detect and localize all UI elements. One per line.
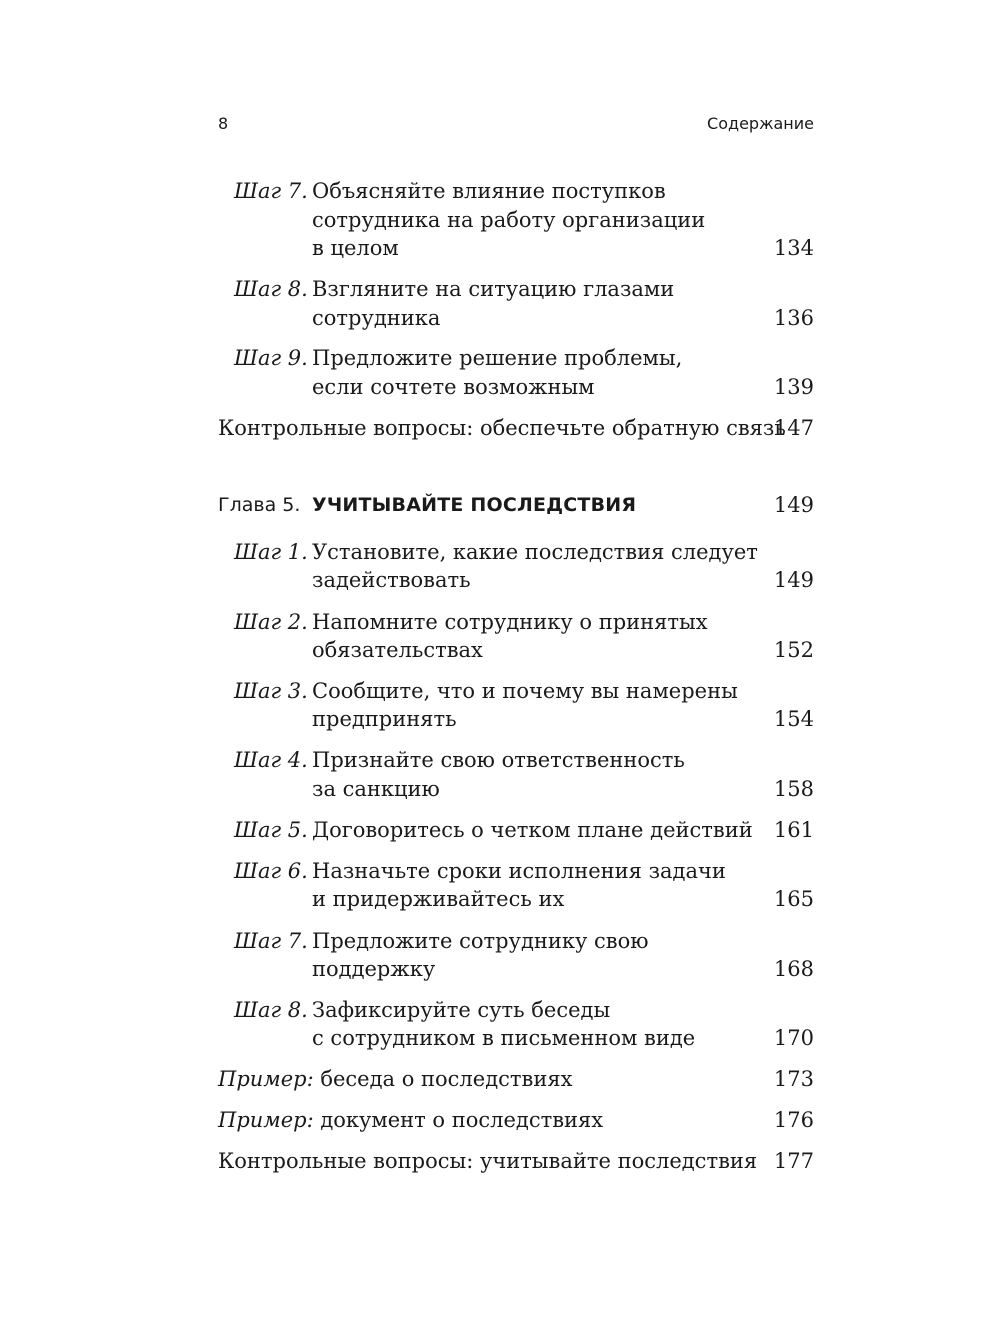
step-title-line: Зафиксируйте суть беседы [312, 998, 611, 1022]
step-title-line: если сочтете возможным [312, 375, 595, 399]
step-label: Шаг 2. [234, 610, 308, 634]
step-label: Шаг 4. [234, 748, 308, 772]
step-title-line: Предложите решение проблемы, [312, 346, 683, 370]
step-title-line: сотрудника на работу организации [312, 208, 706, 232]
step-title-line: Сообщите, что и почему вы намерены [312, 679, 738, 703]
page-ref: 176 [773, 1108, 814, 1132]
toc-entry-ch5-step2 [218, 607, 814, 637]
step-title-line: Напомните сотруднику о принятых [312, 610, 708, 634]
page-ref: 161 [773, 818, 814, 842]
toc-entry-ch5-step1-cont [218, 565, 814, 595]
toc-entry-ch5-step7 [218, 926, 814, 956]
step-title-line: Предложите сотруднику свою [312, 929, 649, 953]
step-label: Шаг 1. [234, 540, 308, 564]
toc-entry-example-conversation [218, 1064, 814, 1094]
toc-entry-control-questions-ch5 [218, 1146, 814, 1176]
step-label: Шаг 7. [234, 929, 308, 953]
page-ref: 136 [773, 306, 814, 330]
page-ref: 177 [773, 1149, 814, 1173]
page-ref: 134 [773, 236, 814, 260]
page-ref: 152 [773, 638, 814, 662]
step-title-line: с сотрудником в письменном виде [312, 1026, 696, 1050]
step-title-line: Назначьте сроки исполнения задачи [312, 859, 726, 883]
step-title-line: и придерживайтесь их [312, 887, 565, 911]
chapter-title: УЧИТЫВАЙТЕ ПОСЛЕДСТВИЯ [312, 494, 637, 516]
page-ref: 154 [773, 707, 814, 731]
toc-entry-ch5-step8-cont [218, 1023, 814, 1053]
step-title-line: Признайте свою ответственность [312, 748, 685, 772]
step-title-line: Объясняйте влияние поступков [312, 179, 666, 203]
toc-entry-ch5-step1 [218, 537, 814, 567]
toc-entry-ch5-step8 [218, 995, 814, 1025]
step-label: Шаг 7. [234, 179, 308, 203]
step-title-line: поддержку [312, 957, 436, 981]
page-ref: 168 [773, 957, 814, 981]
page-ref: 165 [773, 887, 814, 911]
toc-entry-ch5-step4 [218, 745, 814, 775]
toc-entry-ch5-step6 [218, 856, 814, 886]
toc-entry-ch5-step6-cont [218, 884, 814, 914]
page-ref: 149 [773, 493, 814, 517]
toc-entry-ch4-step9 [218, 343, 814, 373]
page-ref: 147 [773, 416, 814, 440]
toc-entry-ch4-step9-cont [218, 372, 814, 402]
page-ref: 170 [773, 1026, 814, 1050]
toc-entry-control-questions-ch4 [218, 413, 814, 443]
toc-entry-ch5-step2-cont [218, 635, 814, 665]
page-ref: 173 [773, 1067, 814, 1091]
example-title [218, 1105, 603, 1135]
step-title-line: в целом [312, 236, 399, 260]
control-questions-title: Контрольные вопросы: учитывайте последствия [218, 1149, 758, 1173]
control-questions-title: Контрольные вопросы: обеспечьте обратную связь [218, 416, 786, 440]
step-title-line: Договоритесь о четком плане действий [312, 818, 753, 842]
page-ref: 149 [773, 568, 814, 592]
toc-entry-ch5-step3 [218, 676, 814, 706]
step-label: Шаг 9. [234, 346, 308, 370]
toc-entry-ch5-step3-cont [218, 704, 814, 734]
step-title-line: Установите, какие последствия следует [312, 540, 758, 564]
step-label: Шаг 3. [234, 679, 308, 703]
step-label: Шаг 8. [234, 277, 308, 301]
step-title-line: задействовать [312, 568, 471, 592]
example-prefix: Пример: [218, 1067, 314, 1091]
toc-entry-ch4-step8 [218, 274, 814, 304]
step-title-line: обязательствах [312, 638, 483, 662]
toc-entry-ch5-step7-cont [218, 954, 814, 984]
chapter-heading [218, 490, 814, 520]
toc-entry-ch5-step5 [218, 815, 814, 845]
step-title-line: предпринять [312, 707, 457, 731]
example-title [218, 1064, 572, 1094]
step-title-line: сотрудника [312, 306, 441, 330]
step-title-line: за санкцию [312, 777, 440, 801]
step-title-line: Взгляните на ситуацию глазами [312, 277, 675, 301]
toc-entry-ch5-step4-cont [218, 774, 814, 804]
step-label: Шаг 5. [234, 818, 308, 842]
example-text: беседа о последствиях [313, 1067, 573, 1091]
page-ref: 158 [773, 777, 814, 801]
toc-entry-ch4-step7-cont [218, 205, 814, 235]
page-ref: 139 [773, 375, 814, 399]
step-label: Шаг 6. [234, 859, 308, 883]
page-number: 8 [218, 114, 229, 133]
example-text: документ о последствиях [313, 1108, 604, 1132]
chapter-label: Глава 5. [218, 494, 301, 516]
step-label: Шаг 8. [234, 998, 308, 1022]
toc-entry-example-document [218, 1105, 814, 1135]
page-header [218, 114, 814, 138]
toc-entry-ch4-step7 [218, 176, 814, 206]
example-prefix: Пример: [218, 1108, 314, 1132]
toc-entry-ch4-step7-cont [218, 233, 814, 263]
running-title: Содержание [707, 114, 814, 133]
toc-entry-ch4-step8-cont [218, 303, 814, 333]
